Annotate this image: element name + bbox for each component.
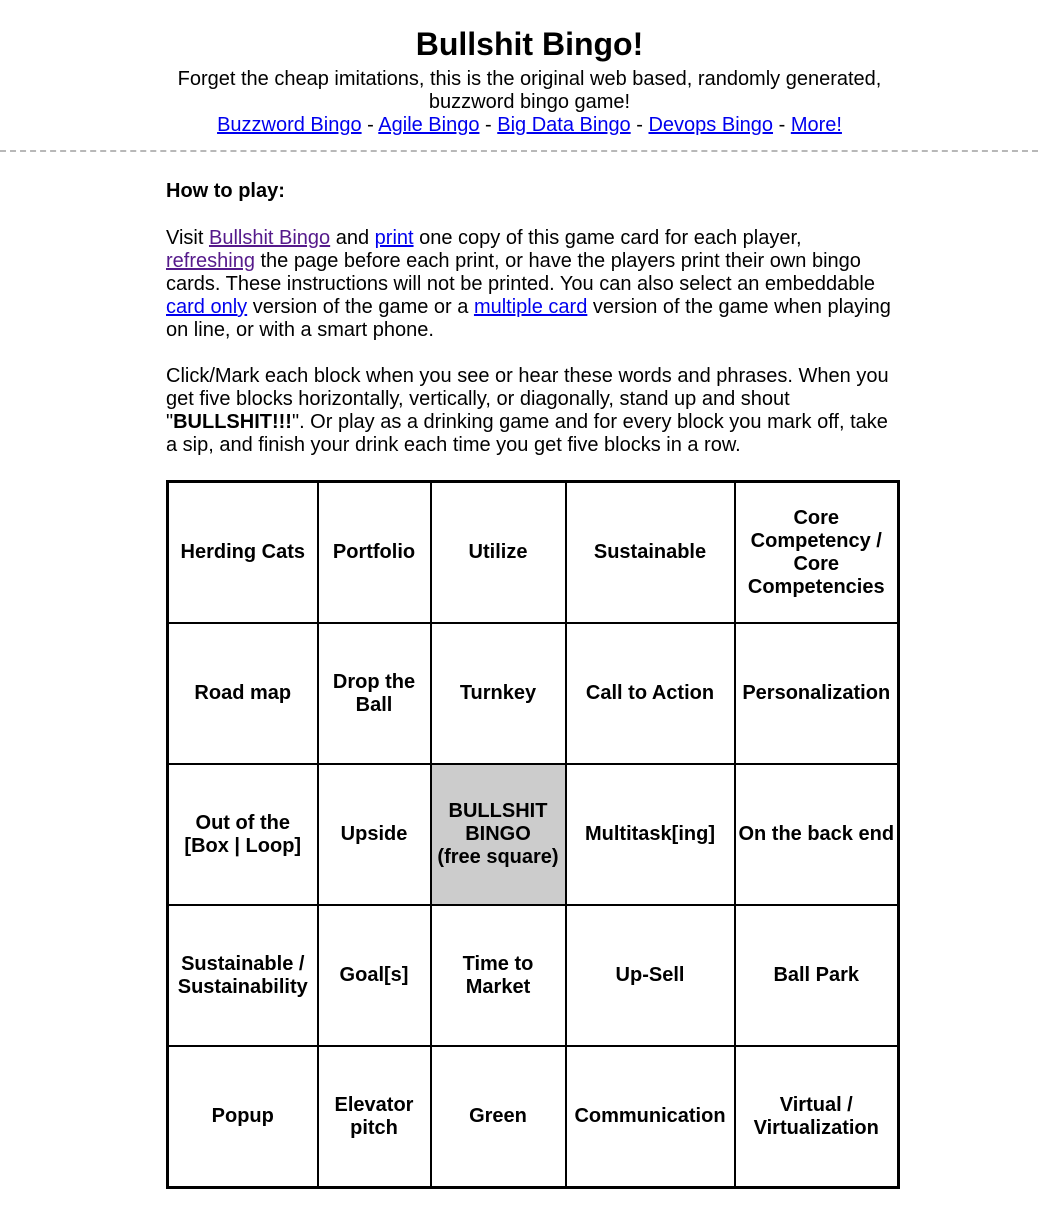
bingo-cell[interactable]: Goal[s] [318, 905, 431, 1046]
paragraph-text: and [330, 227, 375, 249]
bingo-cell[interactable]: Elevator pitch [318, 1046, 431, 1188]
nav-separator: - [636, 114, 643, 136]
bingo-cell[interactable]: Road map [168, 623, 318, 764]
bingo-cell[interactable]: Core Competency / Core Competencies [735, 482, 899, 624]
bingo-cell[interactable]: Call to Action [566, 623, 735, 764]
bingo-cell[interactable]: Utilize [431, 482, 566, 624]
free-square-title: BULLSHIT BINGO [448, 800, 548, 845]
bingo-cell[interactable]: Multitask[ing] [566, 764, 735, 905]
dashed-divider [0, 150, 1038, 152]
bingo-cell[interactable]: Virtual / Virtualization [735, 1046, 899, 1188]
bingo-cell[interactable]: Drop the Ball [318, 623, 431, 764]
how-to-play-paragraph-2 [166, 365, 893, 457]
bingo-cell[interactable]: Upside [318, 764, 431, 905]
nav-link-agile-bingo[interactable]: Agile Bingo [378, 114, 480, 136]
bingo-row [168, 764, 899, 905]
bingo-row [168, 905, 899, 1046]
nav-link-buzzword-bingo[interactable]: Buzzword Bingo [217, 114, 362, 136]
nav-link-devops-bingo[interactable]: Devops Bingo [648, 114, 774, 136]
top-nav [166, 114, 893, 137]
bingo-cell[interactable]: Green [431, 1046, 566, 1188]
multiple-card-link[interactable]: multiple card [473, 296, 588, 318]
print-link[interactable]: print [374, 227, 414, 249]
refreshing-link[interactable]: refreshing [166, 250, 255, 272]
bingo-row [168, 1046, 899, 1188]
nav-link-more[interactable]: More! [790, 114, 842, 136]
nav-separator: - [367, 114, 374, 136]
paragraph-text: Click/Mark each block when you see or hear these words and phrases. When you get five blocks horizontally, vertically, or diagonally, stand up and shout " [166, 365, 889, 433]
nav-separator: - [485, 114, 492, 136]
bingo-cell[interactable]: Communication [566, 1046, 735, 1188]
bingo-cell[interactable]: Out of the [Box | Loop] [168, 764, 318, 905]
how-to-play-paragraph-1 [166, 227, 893, 342]
bingo-cell[interactable]: Sustainable / Sustainability [168, 905, 318, 1046]
nav-link-big-data-bingo[interactable]: Big Data Bingo [497, 114, 631, 136]
bullshit-bingo-link[interactable]: Bullshit Bingo [208, 227, 331, 249]
bingo-cell[interactable]: Sustainable [566, 482, 735, 624]
main-content [166, 180, 893, 1189]
bingo-cell[interactable]: Popup [168, 1046, 318, 1188]
bingo-cell-free-square[interactable] [431, 764, 566, 905]
bingo-cell[interactable]: Personalization [735, 623, 899, 764]
bingo-cell[interactable]: Herding Cats [168, 482, 318, 624]
bingo-cell[interactable]: Turnkey [431, 623, 566, 764]
paragraph-text: one copy of this game card for each player, [413, 227, 802, 249]
bingo-row [168, 623, 899, 764]
nav-separator: - [778, 114, 786, 136]
free-square-note: (free square) [437, 846, 559, 868]
bingo-cell[interactable]: Ball Park [735, 905, 899, 1046]
bingo-row [168, 482, 899, 624]
bingo-cell[interactable]: Portfolio [318, 482, 431, 624]
paragraph-text: version of the game when playing on line, or with a smart phone. [166, 296, 891, 341]
page-subtitle: Forget the cheap imitations, this is the original web based, randomly generated, buzzword bingo game! [177, 68, 882, 113]
bingo-cell[interactable]: Time to Market [431, 905, 566, 1046]
paragraph-text: ". Or play as a drinking game and for every block you mark off, take a sip, and finish your drink each time you get five blocks in a row. [166, 411, 888, 456]
paragraph-text: Visit [166, 227, 209, 249]
page-header [166, 26, 893, 137]
paragraph-text: version of the game or a [247, 296, 474, 318]
page-title: Bullshit Bingo! [415, 26, 644, 62]
card-only-link[interactable]: card only [166, 296, 248, 318]
bingo-cell[interactable]: Up-Sell [566, 905, 735, 1046]
how-to-play-heading: How to play: [166, 180, 285, 202]
paragraph-text: the page before each print, or have the players print their own bingo cards. These instructions will not be printed. You can also select an embeddable [166, 250, 875, 295]
bingo-card-table [166, 480, 900, 1189]
bingo-cell[interactable]: On the back end [735, 764, 899, 905]
bullshit-shout-text: BULLSHIT!!! [173, 411, 292, 433]
